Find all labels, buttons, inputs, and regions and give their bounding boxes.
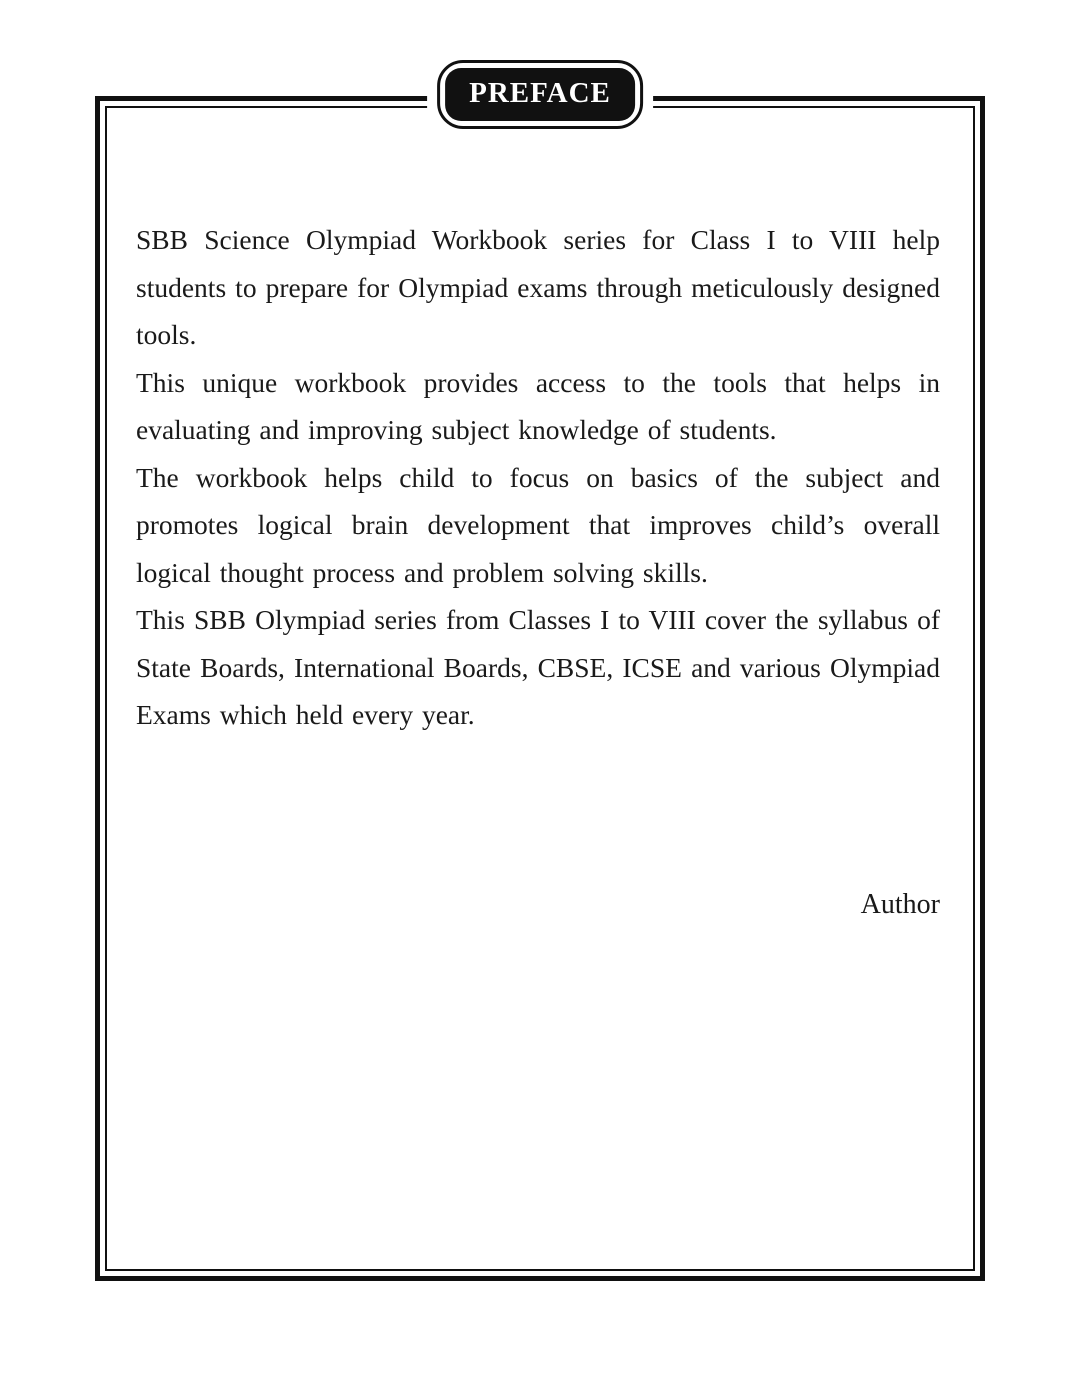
preface-body bbox=[136, 216, 940, 921]
author-signature: Author bbox=[860, 888, 940, 920]
preface-paragraph-1: SBB Science Olympiad Workbook series for Class I to VIII help students to prepare for Olympiad exams through meticulously designed tools. bbox=[136, 224, 940, 350]
preface-badge-outline bbox=[437, 60, 643, 129]
preface-paragraph-2: This unique workbook provides access to the tools that helps in evaluating and improving subject knowledge of students. bbox=[136, 366, 940, 445]
preface-badge-label: PREFACE bbox=[445, 68, 635, 121]
preface-badge bbox=[427, 60, 653, 129]
preface-paragraph-3: The workbook helps child to focus on basics of the subject and promotes logical brain development that improves child’s overall logical thought process and problem solving skills. bbox=[136, 461, 940, 588]
preface-paragraph-4: This SBB Olympiad series from Classes I to VIII cover the syllabus of State Boards, International Boards, CBSE, ICSE and various Olympiad Exams which held every year. bbox=[136, 604, 940, 730]
